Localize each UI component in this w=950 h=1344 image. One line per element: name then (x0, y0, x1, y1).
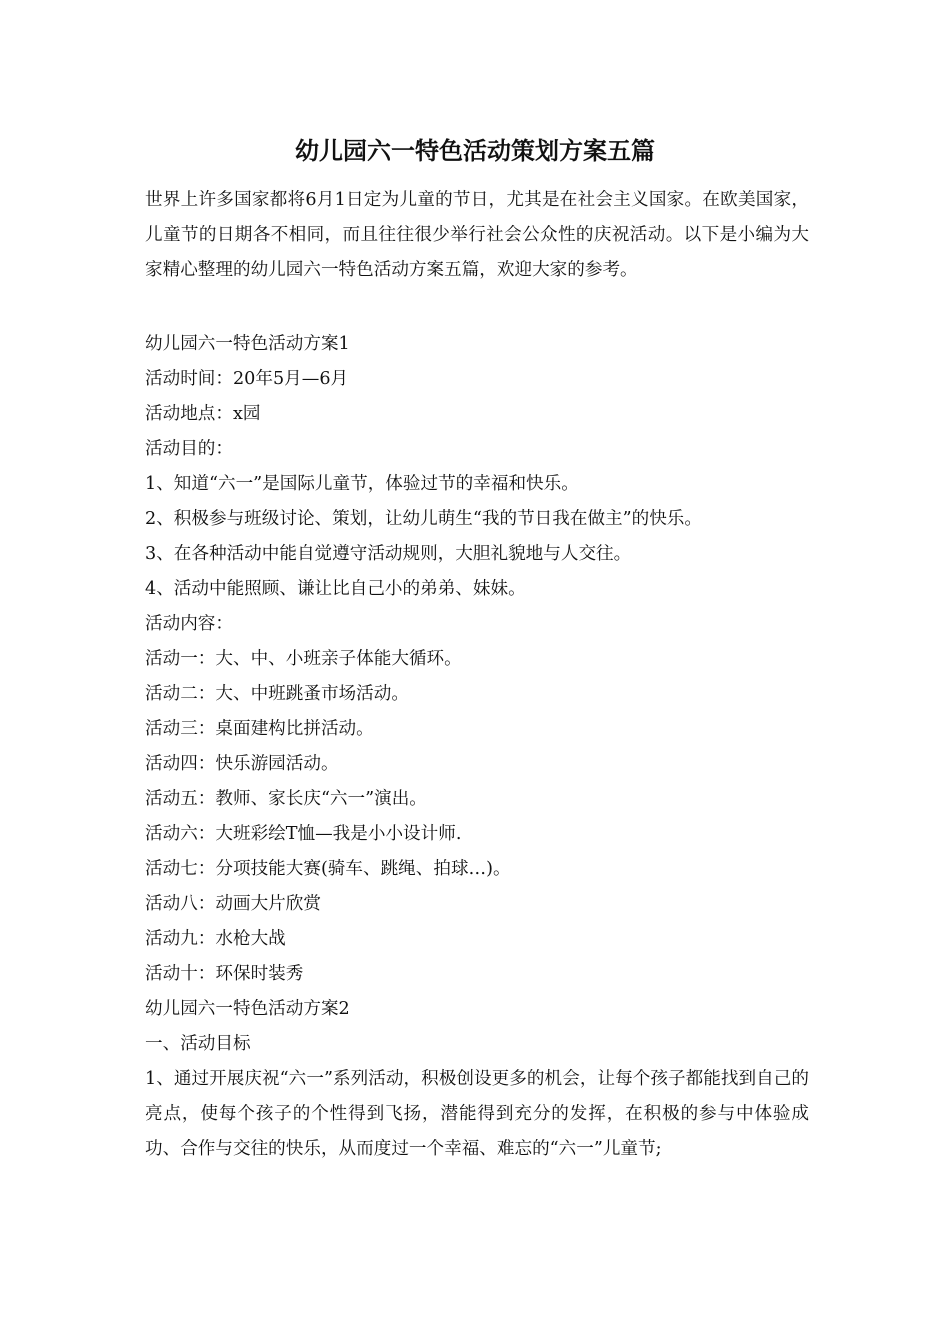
text-line: 1、知道“六一”是国际儿童节，体验过节的幸福和快乐。 (145, 474, 579, 494)
text-line: 幼儿园六一特色活动方案1 (145, 334, 350, 354)
text-line: 活动一：大、中、小班亲子体能大循环。 (145, 649, 462, 669)
text-line: 活动七：分项技能大赛(骑车、跳绳、拍球…)。 (145, 859, 511, 879)
text-line: 活动十：环保时装秀 (145, 964, 304, 984)
intro-paragraph: 世界上许多国家都将6月1日定为儿童的节日，尤其是在社会主义国家。在欧美国家，儿童节的日期各不相同，而且往往很少举行社会公众性的庆祝活动。以下是小编为大家精心整理的幼儿园六一特色活动方案五篇，欢迎大家的参考。 (145, 190, 809, 280)
text-line: 活动时间：20年5月—6月 (145, 369, 349, 389)
text-line: 3、在各种活动中能自觉遵守活动规则，大胆礼貌地与人交往。 (145, 544, 632, 564)
text-line: 2、积极参与班级讨论、策划，让幼儿萌生“我的节日我在做主”的快乐。 (145, 509, 702, 529)
text-line: 活动地点：x园 (145, 404, 261, 424)
text-line: 活动目的： (145, 439, 233, 459)
document-title: 幼儿园六一特色活动策划方案五篇 (295, 136, 655, 165)
text-line: 活动二：大、中班跳蚤市场活动。 (145, 684, 409, 704)
body-lines (145, 327, 809, 1062)
text-line: 活动内容： (145, 614, 233, 634)
goal-paragraph: 1、通过开展庆祝“六一”系列活动，积极创设更多的机会，让每个孩子都能找到自己的亮点，使每个孩子的个性得到飞扬，潜能得到充分的发挥，在积极的参与中体验成功、合作与交往的快乐，从而度过一个幸福、难忘的“六一”儿童节; (145, 1069, 809, 1159)
text-line: 幼儿园六一特色活动方案2 (145, 999, 350, 1019)
text-line: 一、活动目标 (145, 1034, 251, 1054)
text-line: 4、活动中能照顾、谦让比自己小的弟弟、妹妹。 (145, 579, 526, 599)
text-line: 活动三：桌面建构比拼活动。 (145, 719, 374, 739)
text-line: 活动四：快乐游园活动。 (145, 754, 339, 774)
text-line: 活动六：大班彩绘T恤—我是小小设计师. (145, 824, 462, 844)
text-line: 活动五：教师、家长庆“六一”演出。 (145, 789, 427, 809)
text-line: 活动八：动画大片欣赏 (145, 894, 321, 914)
text-line: 活动九：水枪大战 (145, 929, 286, 949)
